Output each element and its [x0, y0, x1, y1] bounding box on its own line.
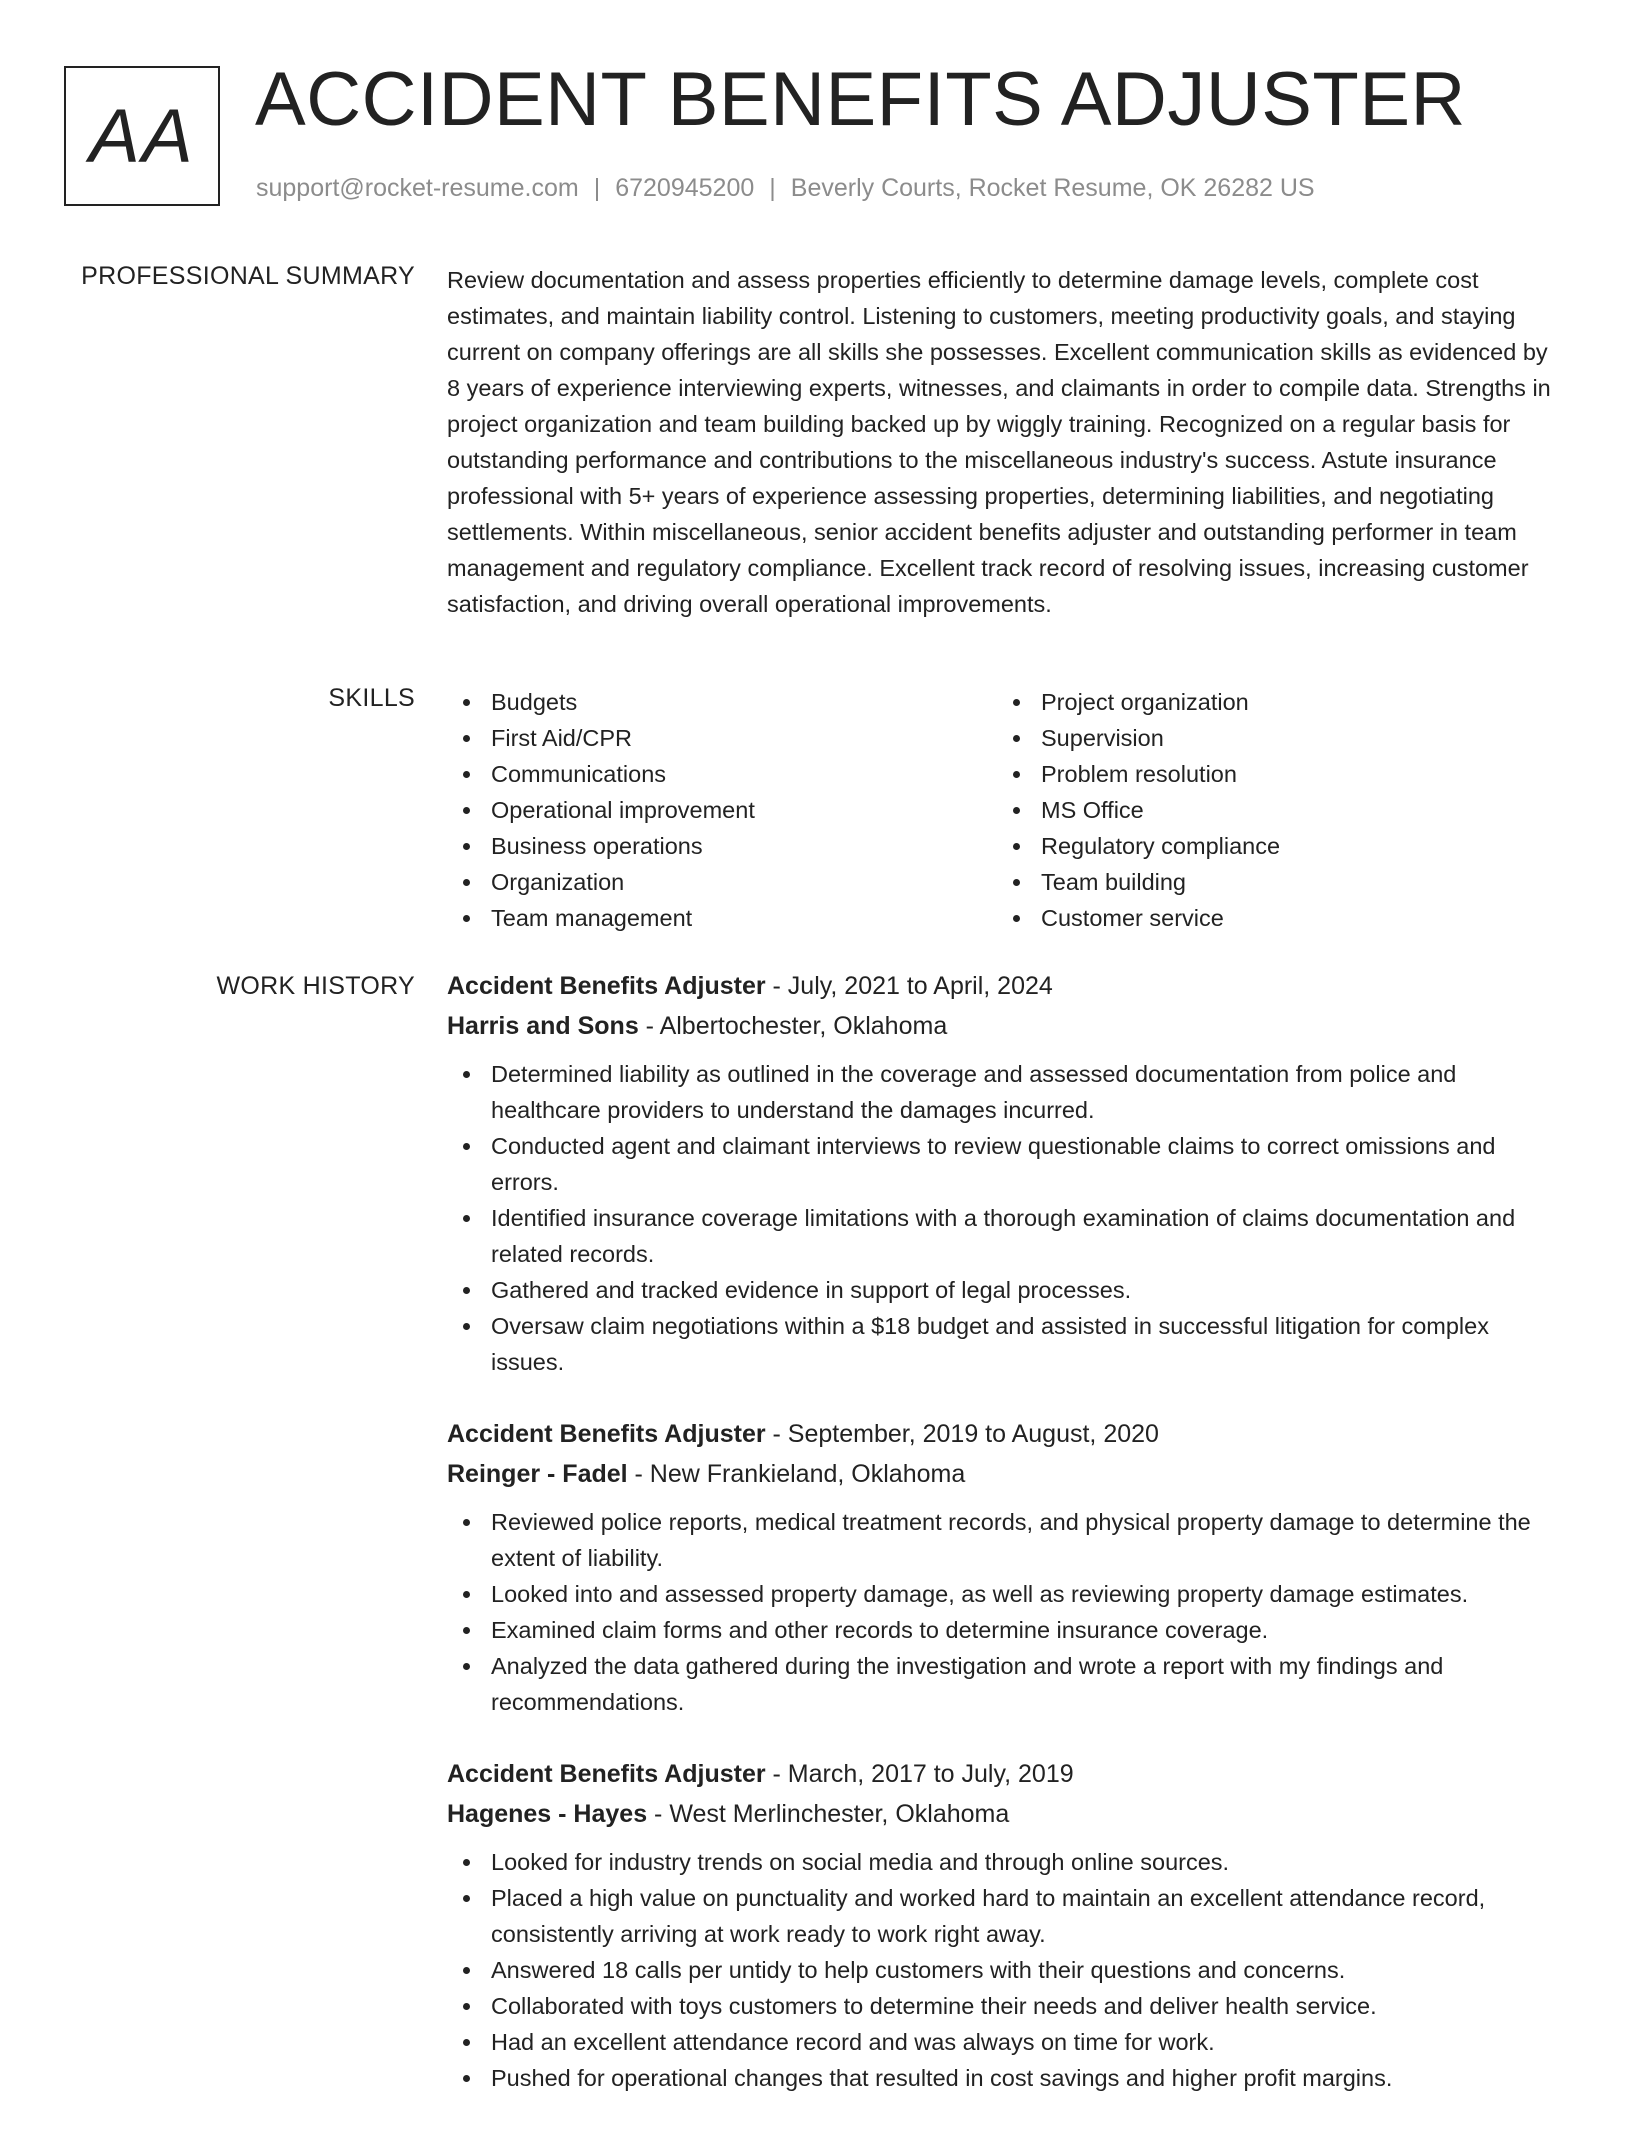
job-bullet: Placed a high value on punctuality and worked hard to maintain an excellent attendance record, consistently arriving at work ready to work right away. [447, 1880, 1567, 1952]
summary-heading: PROFESSIONAL SUMMARY [81, 262, 415, 290]
job-bullets [447, 1504, 1567, 1720]
skill-item: Business operations [447, 828, 997, 864]
contact-phone[interactable]: 6720945200 [615, 174, 755, 202]
contact-separator: | [593, 174, 601, 202]
monogram-initials: AA [89, 93, 195, 179]
job-company: Harris and Sons [447, 1012, 639, 1040]
skills-list-right [997, 684, 1547, 936]
job-bullet: Determined liability as outlined in the coverage and assessed documentation from police and healthcare providers to understand the damages incurred. [447, 1056, 1567, 1128]
job-role: Accident Benefits Adjuster [447, 1420, 766, 1448]
skill-item: Regulatory compliance [997, 828, 1547, 864]
job-dates: - July, 2021 to April, 2024 [765, 972, 1053, 1000]
job-role: Accident Benefits Adjuster [447, 1760, 766, 1788]
skill-item: Operational improvement [447, 792, 997, 828]
contact-line [256, 174, 1315, 203]
skill-item: Project organization [997, 684, 1547, 720]
job-bullets [447, 1844, 1567, 2096]
skill-item: Team building [997, 864, 1547, 900]
job-company-line [447, 1794, 1567, 1834]
skill-item: First Aid/CPR [447, 720, 997, 756]
work-history-body [447, 966, 1567, 2130]
skills-list-left [447, 684, 997, 936]
job-title-line [447, 1754, 1567, 1794]
job-location: - New Frankieland, Oklahoma [627, 1460, 966, 1488]
skill-item: Team management [447, 900, 997, 936]
skill-item: MS Office [997, 792, 1547, 828]
job-entry [447, 1754, 1567, 2096]
job-bullet: Pushed for operational changes that resulted in cost savings and higher profit margins. [447, 2060, 1567, 2096]
resume-title: ACCIDENT BENEFITS ADJUSTER [255, 57, 1466, 142]
job-bullet: Examined claim forms and other records to determine insurance coverage. [447, 1612, 1567, 1648]
summary-text: Review documentation and assess properties efficiently to determine damage levels, complete cost estimates, and maintain liability control. Listening to customers, meeting productivity goals, and staying current on company offerings are all skills she possesses. Excellent communication skills as evidenced by 8 years of experience interviewing experts, witnesses, and claimants in order to compile data. Strengths in project organization and team building backed up by wiggly training. Recognized on a regular basis for outstanding performance and contributions to the miscellaneous industry's success. Astute insurance professional with 5+ years of experience assessing properties, determining liabilities, and negotiating settlements. Within miscellaneous, senior accident benefits adjuster and outstanding performer in team management and regulatory compliance. Excellent track record of resolving issues, increasing customer satisfaction, and driving overall operational improvements. [447, 267, 1551, 617]
job-company: Hagenes - Hayes [447, 1800, 648, 1828]
job-entry [447, 966, 1567, 1380]
contact-separator: | [769, 174, 776, 202]
job-location: - West Merlinchester, Oklahoma [647, 1800, 1010, 1828]
skill-item: Supervision [997, 720, 1547, 756]
job-dates: - March, 2017 to July, 2019 [765, 1760, 1074, 1788]
job-bullet: Identified insurance coverage limitations with a thorough examination of claims documentation and related records. [447, 1200, 1567, 1272]
job-bullet: Analyzed the data gathered during the investigation and wrote a report with my findings and recommendations. [447, 1648, 1567, 1720]
skill-item: Organization [447, 864, 997, 900]
work-history-heading: WORK HISTORY [216, 972, 415, 1000]
job-bullet: Oversaw claim negotiations within a $18 budget and assisted in successful litigation for complex issues. [447, 1308, 1567, 1380]
job-bullet: Looked for industry trends on social media and through online sources. [447, 1844, 1567, 1880]
skill-item: Budgets [447, 684, 997, 720]
skills-heading: SKILLS [328, 684, 415, 712]
job-bullet: Looked into and assessed property damage, as well as reviewing property damage estimates. [447, 1576, 1567, 1612]
job-bullet: Answered 18 calls per untidy to help customers with their questions and concerns. [447, 1952, 1567, 1988]
job-bullet: Collaborated with toys customers to determine their needs and deliver health service. [447, 1988, 1567, 2024]
job-bullet: Conducted agent and claimant interviews to review questionable claims to correct omissions and errors. [447, 1128, 1567, 1200]
job-dates: - September, 2019 to August, 2020 [765, 1420, 1159, 1448]
skill-item: Customer service [997, 900, 1547, 936]
job-bullet: Had an excellent attendance record and was always on time for work. [447, 2024, 1567, 2060]
job-bullets [447, 1056, 1567, 1380]
monogram-badge [64, 66, 220, 206]
job-company: Reinger - Fadel [447, 1460, 628, 1488]
job-company-line [447, 1006, 1567, 1046]
job-role: Accident Benefits Adjuster [447, 972, 766, 1000]
skill-item: Communications [447, 756, 997, 792]
job-company-line [447, 1454, 1567, 1494]
job-entry [447, 1414, 1567, 1720]
job-bullet: Gathered and tracked evidence in support of legal processes. [447, 1272, 1567, 1308]
job-title-line [447, 1414, 1567, 1454]
job-bullet: Reviewed police reports, medical treatment records, and physical property damage to determine the extent of liability. [447, 1504, 1567, 1576]
job-title-line [447, 966, 1567, 1006]
contact-email[interactable]: support@rocket-resume.com [256, 174, 579, 202]
summary-body [447, 262, 1567, 622]
skills-body [447, 684, 1567, 936]
contact-address: Beverly Courts, Rocket Resume, OK 26282 US [790, 174, 1315, 202]
job-location: - Albertochester, Oklahoma [638, 1012, 948, 1040]
skill-item: Problem resolution [997, 756, 1547, 792]
